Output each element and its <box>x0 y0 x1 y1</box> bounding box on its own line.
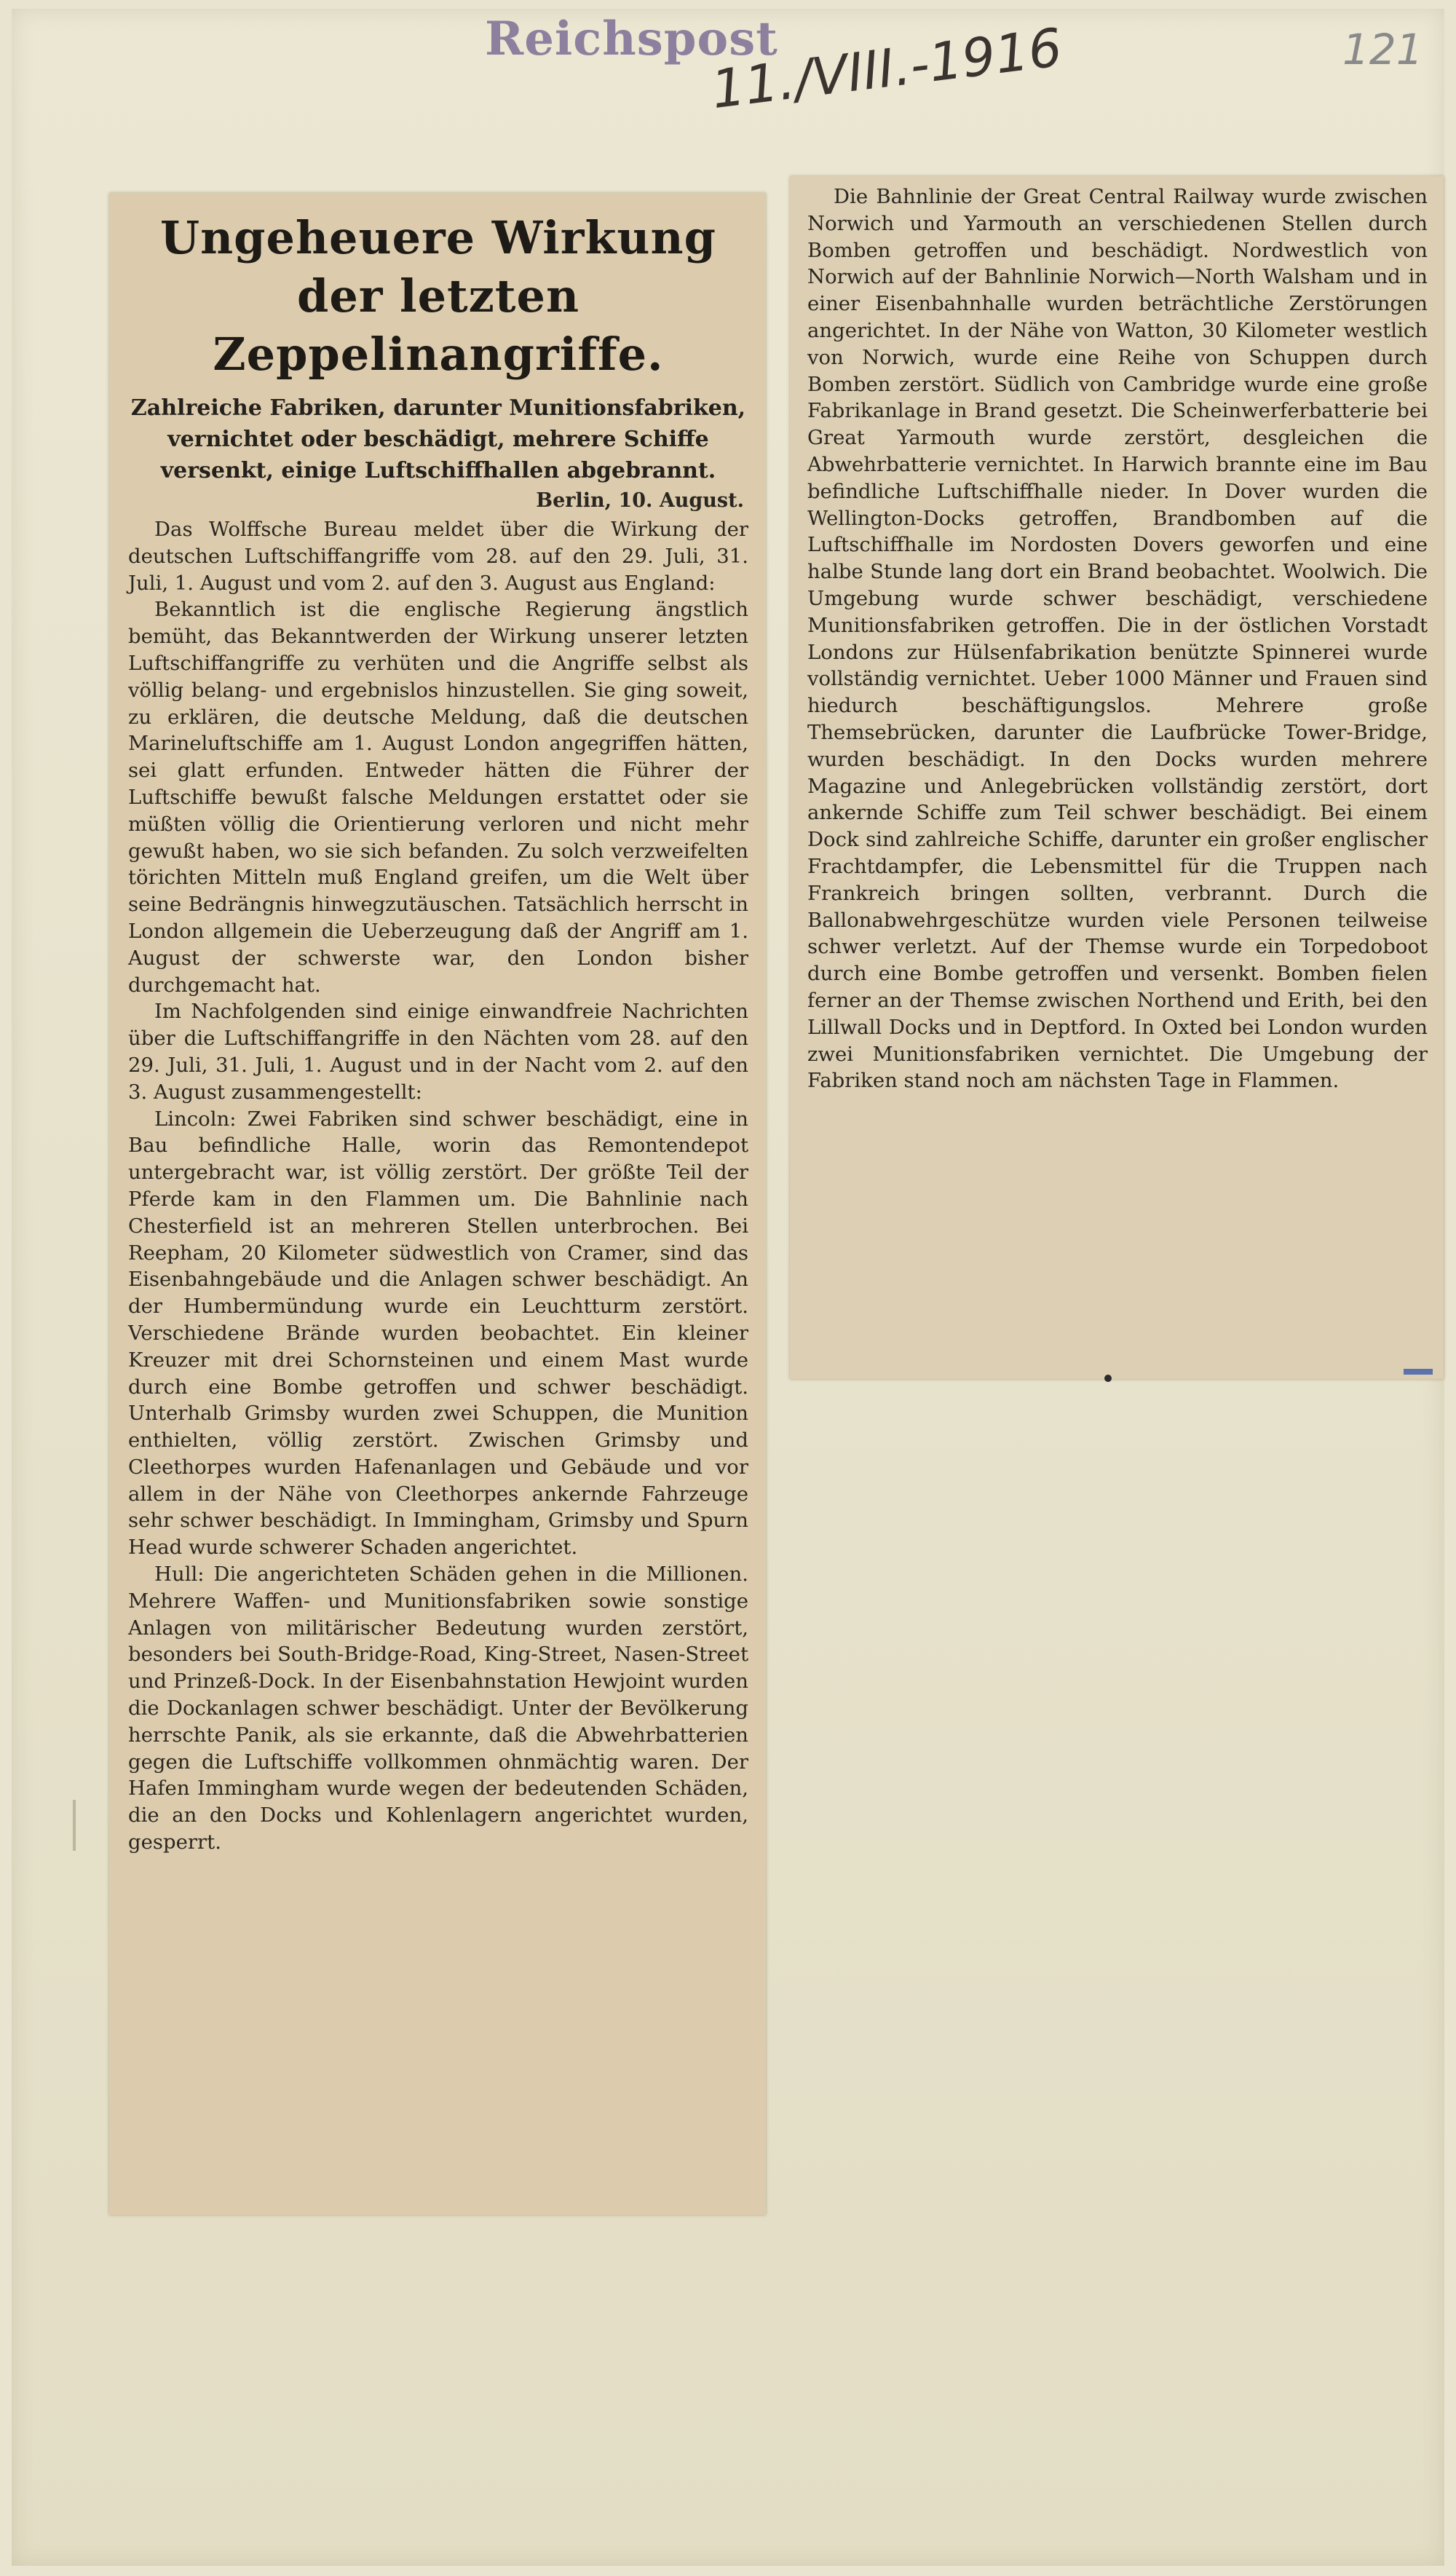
clipping-right-column <box>790 176 1444 1379</box>
paragraph-hull: Hull: Die angerichteten Schäden gehen in die Millionen. Mehrere Waffen- und Munitionsfabriken sowie sonstige Anlagen von militärischer Bedeutung wurden zerstört, besonders bei South-Bridge-Road, King-Street, Nasen-Street und Prinzeß-Dock. In der Eisenbahnstation Hewjoint wurden die Dockanlagen schwer beschädigt. Unter der Bevölkerung herrschte Panik, als sie erkannte, daß die Abwehrbatterien gegen die Luftschiffe vollkommen ohnmächtig waren. Der Hafen Immingham wurde wegen der bedeutenden Schäden, die an den Docks und Kohlenlagern angerichtet wurden, gesperrt. <box>128 1562 748 1854</box>
newspaper-stamp: Reichspost <box>485 12 778 66</box>
handwritten-page-number: 121 <box>1342 25 1423 74</box>
paragraph-government: Bekanntlich ist die englische Regierung ängstlich bemüht, das Bekanntwerden der Wirkung unserer letzten Luftschiffangriffe zu verhüten und die Angriffe selbst als völlig belang- und ergebnislos hinzustellen. Sie ging soweit, zu erklären, die deutsche Meldung, daß die deutschen Marineluftschiffe am 1. August London angegriffen hätten, sei glatt erfunden. Entweder hätten die Führer der Luftschiffe bewußt falsche Meldungen erstattet oder sie müßten völlig die Orientierung verloren und nicht mehr gewußt haben, wo sie sich befanden. Zu solch verzweifelten törichten Mitteln muß England greifen, um die Welt über seine Bedrängnis hinwegzutäuschen. Tatsächlich herrscht in London allgemein die Ueberzeugung daß der Angriff am 1. August der schwerste war, den London bisher durchgemacht hat. <box>128 598 748 997</box>
paragraph-intro: Das Wolffsche Bureau meldet über die Wirkung der deutschen Luftschiffangriffe vom 28. auf den 29. Juli, 31. Juli, 1. August und vom 2. auf den 3. August aus England: <box>128 518 748 595</box>
clipping-left-column <box>109 193 766 2215</box>
paragraph-summary-intro: Im Nachfolgenden sind einige einwandfreie Nachrichten über die Luftschiffangriffe in den Nächten vom 28. auf den 29. Juli, 31. Juli, 1. August und in der Nacht vom 2. auf den 3. August zusammengestellt: <box>128 1000 748 1104</box>
paper-fold-mark <box>73 1800 76 1851</box>
paragraph-lincoln: Lincoln: Zwei Fabriken sind schwer beschädigt, eine in Bau befindliche Halle, worin das Remontendepot untergebracht war, ist völlig zerstört. Der größte Teil der Pferde kam in den Flammen um. Die Bahnlinie nach Chesterfield ist an mehreren Stellen unterbrochen. Bei Reepham, 20 Kilometer südwestlich von Cramer, sind das Eisenbahngebäude und die Anlagen schwer beschädigt. An der Humbermündung wurde ein Leuchtturm zerstört. Verschiedene Brände wurden beobachtet. Ein kleiner Kreuzer mit drei Schornsteinen und einem Mast wurde durch eine Bombe getroffen und schwer beschädigt. Unterhalb Grimsby wurden zwei Schuppen, die Munition enthielten, völlig zerstört. Zwischen Grimsby und Cleethorpes wurden Hafenanlagen und Gebäude und vor allem in der Nähe von Cleethorpes ankernde Fahrzeuge sehr schwer beschädigt. In Immingham, Grimsby und Spurn Head wurde schwerer Schaden angerichtet. <box>128 1107 748 1560</box>
article-headline: Ungeheuere Wirkung der letzten Zeppelinangriffe. <box>160 211 716 381</box>
article-dateline: Berlin, 10. August. <box>536 489 744 512</box>
handwritten-date: 11./VIII.-1916 <box>708 16 1066 121</box>
article-subheadline: Zahlreiche Fabriken, darunter Munitionsfabriken, vernichtet oder beschädigt, mehrere Schiffe versenkt, einige Luftschiffhallen abgebrannt. <box>130 395 746 483</box>
pen-mark <box>1404 1369 1433 1375</box>
paragraph-continuation: Die Bahnlinie der Great Central Railway wurde zwischen Norwich und Yarmouth an verschiedenen Stellen durch Bomben getroffen und beschädigt. Nordwestlich von Norwich auf der Bahnlinie Norwich—North Walsham und in einer Eisenbahnhalle wurden beträchtliche Zerstörungen angerichtet. In der Nähe von Watton, 30 Kilometer westlich von Norwich, wurde eine Reihe von Schuppen durch Bomben zerstört. Südlich von Cambridge wurde eine große Fabrikanlage in Brand gesetzt. Die Scheinwerferbatterie bei Great Yarmouth wurde zerstört, desgleichen die Abwehrbatterie vernichtet. In Harwich brannte eine im Bau befindliche Luftschiffhalle nieder. In Dover wurden die Wellington-Docks getroffen, Brandbomben auf die Luftschiffhalle im Nordosten Dovers geworfen und eine halbe Stunde lang dort ein Brand beobachtet. Woolwich. Die Umgebung wurde schwer beschädigt, verschiedene Munitionsfabriken getroffen. Die in der östlichen Vorstadt Londons zur Hülsenfabrikation benützte Spinnerei wurde vollständig vernichtet. Ueber 1000 Männer und Frauen sind hiedurch beschäftigungslos. Mehrere große Themsebrücken, darunter die Laufbrücke Tower-Bridge, wurden beschädigt. In den Docks wurden mehrere Magazine und Anlegebrücken vollständig zerstört, dort ankernde Schiffe zum Teil schwer beschädigt. Bei einem Dock sind zahlreiche Schiffe, darunter ein großer englischer Frachtdampfer, die Lebensmittel für die Truppen nach Frankreich bringen sollten, verbrannt. Durch die Ballonabwehrgeschütze wurden viele Personen teilweise schwer verletzt. Auf der Themse wurde ein Torpedoboot durch eine Bombe getroffen und versenkt. Bomben fielen ferner an der Themse zwischen Northend und Erith, bei den Lillwall Docks und in Deptford. In Oxted bei London wurden zwei Munitionsfabriken vernichtet. Die Umgebung der Fabriken stand noch am nächsten Tage in Flammen. <box>807 185 1428 1093</box>
pin-mark <box>1104 1375 1112 1382</box>
